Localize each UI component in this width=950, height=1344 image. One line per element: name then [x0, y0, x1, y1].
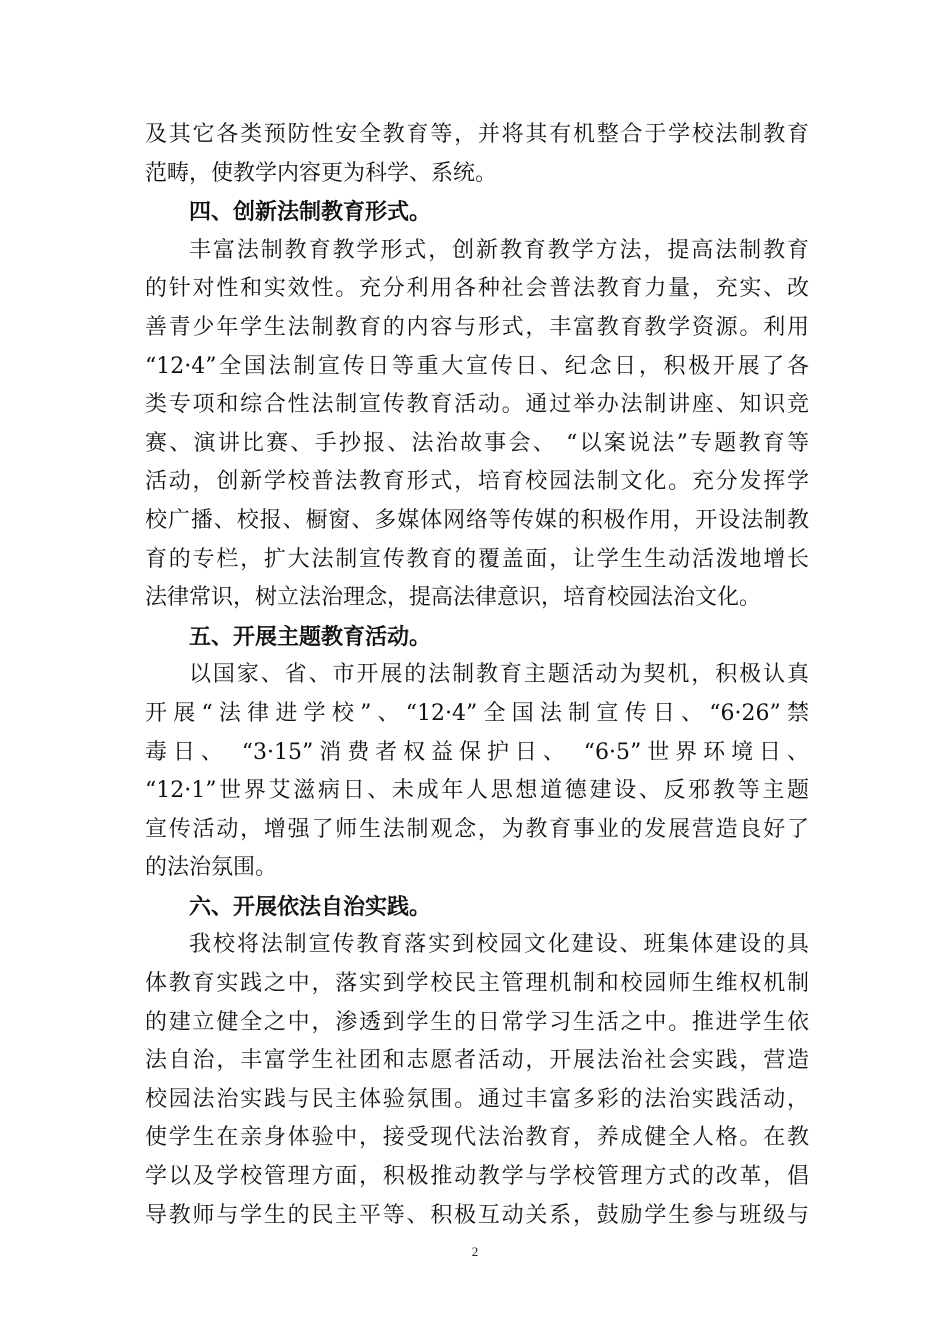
text-line: 使学生在亲身体验中，接受现代法治教育，养成健全人格。在教	[145, 1125, 809, 1151]
text-line: 的建立健全之中，渗透到学生的日常学习生活之中。推进学生依	[145, 1009, 809, 1035]
text-line: 善青少年学生法制教育的内容与形式，丰富教育教学资源。利用	[145, 314, 809, 340]
text-line: 学以及学校管理方面，积极推动教学与学校管理方式的改革，倡	[145, 1164, 809, 1190]
body-text	[145, 116, 809, 1235]
section-heading: 六、开展依法自治实践。	[189, 893, 432, 920]
text-line: 法律常识，树立法治理念，提高法律意识，培育校园法治文化。	[145, 585, 762, 611]
text-line: 育的专栏，扩大法制宣传教育的覆盖面，让学生生动活泼地增长	[145, 546, 809, 572]
text-line: “12·4”全国法制宣传日等重大宣传日、纪念日，积极开展了各	[145, 353, 809, 379]
text-line: 法自治，丰富学生社团和志愿者活动，开展法治社会实践，营造	[145, 1048, 809, 1074]
text-line: 宣传活动，增强了师生法制观念，为教育事业的发展营造良好了	[145, 816, 809, 842]
text-line: 导教师与学生的民主平等、积极互动关系，鼓励学生参与班级与	[145, 1202, 809, 1228]
paragraph-first-line: 丰富法制教育教学形式，创新教育教学方法，提高法制教育	[189, 237, 809, 263]
section-heading: 五、开展主题教育活动。	[189, 623, 432, 650]
text-line: 赛、演讲比赛、手抄报、法治故事会、 “以案说法”专题教育等	[145, 430, 809, 456]
paragraph-first-line: 我校将法制宣传教育落实到校园文化建设、班集体建设的具	[189, 932, 809, 958]
text-line: 校园法治实践与民主体验氛围。通过丰富多彩的法治实践活动，	[145, 1086, 809, 1112]
text-line: 校广播、校报、橱窗、多媒体网络等传媒的积极作用，开设法制教	[145, 507, 809, 533]
text-line: 及其它各类预防性安全教育等，并将其有机整合于学校法制教育	[145, 122, 809, 147]
text-line: 开展“法律进学校”、“12·4”全国法制宣传日、“6·26”禁	[145, 700, 809, 726]
text-line: “12·1”世界艾滋病日、未成年人思想道德建设、反邪教等主题	[145, 778, 809, 804]
paragraph-first-line: 以国家、省、市开展的法制教育主题活动为契机，积极认真	[189, 662, 809, 688]
text-line: 的法治氛围。	[145, 855, 278, 881]
text-line: 活动，创新学校普法教育形式，培育校园法制文化。充分发挥学	[145, 469, 809, 495]
section-heading: 四、创新法制教育形式。	[189, 199, 432, 226]
text-line: 类专项和综合性法制宣传教育活动。通过举办法制讲座、知识竞	[145, 392, 809, 418]
page-number: 2	[471, 1244, 479, 1259]
text-line: 毒日、 “3·15”消费者权益保护日、 “6·5”世界环境日、	[145, 739, 809, 765]
text-line: 的针对性和实效性。充分利用各种社会普法教育力量，充实、改	[145, 276, 809, 302]
text-line: 体教育实践之中，落实到学校民主管理机制和校园师生维权机制	[145, 971, 809, 997]
text-line: 范畴，使教学内容更为科学、系统。	[145, 160, 498, 186]
